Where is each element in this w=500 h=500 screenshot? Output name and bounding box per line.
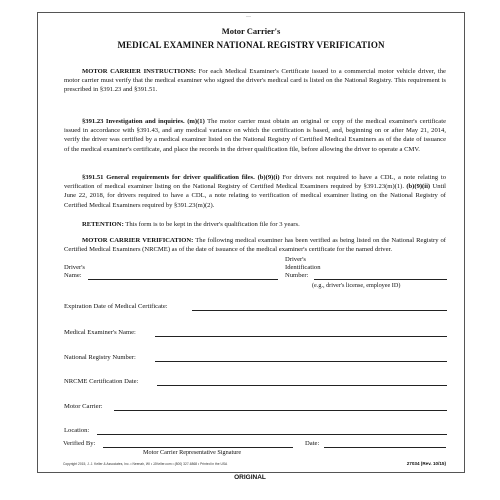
verification-heading: MOTOR CARRIER VERIFICATION: [82, 237, 194, 244]
copyright-text: Copyright 2015, J. J. Keller & Associates, Inc. • Neenah, WI • JJKeller.com • (800) 327-6868 • Printed in the USA [63, 462, 228, 466]
form-sheet [37, 12, 465, 473]
driver-id-label-1: Driver's [285, 256, 306, 263]
regulation-391-23-paragraph [64, 117, 446, 154]
regulation-391-51-body: For drivers not required to have a CDL, a note relating to verification of medical examiner listing on the National Registry of Certified Medical Examiners required by §391.23(m)(1). [64, 174, 447, 191]
verified-by-label: Verified By: [63, 440, 96, 447]
driver-id-label-3: Number: [285, 272, 309, 279]
verification-paragraph [64, 236, 446, 254]
form-title: MEDICAL EXAMINER NATIONAL REGISTRY VERIFICATION [117, 40, 385, 50]
regulation-391-23-heading: §391.23 Investigation and inquiries. (m)(1) [82, 118, 205, 125]
signature-field[interactable] [103, 447, 293, 448]
registry-number-label: National Registry Number: [64, 354, 136, 361]
instructions-paragraph [64, 67, 446, 95]
retention-paragraph [64, 220, 446, 229]
driver-name-label-1: Driver's [64, 264, 85, 271]
expiration-date-field[interactable] [192, 310, 447, 311]
driver-id-field[interactable] [314, 279, 447, 280]
instructions-body: For each Medical Examiner's Certificate issued to a commercial motor vehicle driver, the motor carrier must verify that the medical examiner who signed the driver's medical card is listed on the National Registry. This requirement is prescribed in §391.23 and §391.51. [64, 68, 446, 94]
original-copy-label: ORIGINAL [234, 474, 266, 481]
location-label: Location: [64, 427, 90, 434]
location-field[interactable] [97, 434, 447, 435]
retention-heading: RETENTION: [82, 221, 124, 228]
date-label: Date: [305, 440, 320, 447]
nrcme-date-label: NRCME Certification Date: [64, 378, 139, 385]
regulation-391-51-subsection: (b)(9)(ii) [406, 183, 431, 191]
driver-id-label-2: Identification [285, 264, 321, 271]
regulation-391-51-body-2: Until June 22, 2018, for drivers required to have a CDL, a note relating to verification of medical examiner listing on the National Registry of Certified Medical Examiners required by §391.23(m)(2). [64, 183, 447, 209]
registry-number-field[interactable] [155, 361, 447, 362]
driver-id-hint: (e.g., driver's license, employee ID) [312, 282, 401, 289]
driver-name-field[interactable] [88, 279, 278, 280]
header-tick: — [246, 15, 251, 20]
form-title-line1: Motor Carrier's [221, 26, 281, 36]
date-field[interactable] [324, 447, 446, 448]
nrcme-date-field[interactable] [157, 385, 447, 386]
motor-carrier-field[interactable] [114, 410, 447, 411]
examiner-name-label: Medical Examiner's Name: [64, 329, 136, 336]
regulation-391-51-paragraph [64, 173, 446, 210]
signature-hint: Motor Carrier Representative Signature [143, 449, 242, 456]
verification-body: The following medical examiner has been verified as being listed on the National Registry of Certified Medical Examiners (NRCME) as of the date of issuance of the medical examiner's certificate for the named driver. [64, 237, 446, 254]
regulation-391-51-heading: §391.51 General requirements for driver qualification files. (b)(9)(i) [82, 174, 280, 181]
form-number: 27034 (Rev. 10/15) [406, 461, 446, 466]
motor-carrier-label: Motor Carrier: [64, 403, 103, 410]
retention-body: This form is to be kept in the driver's qualification file for 3 years. [123, 221, 300, 228]
examiner-name-field[interactable] [155, 336, 447, 337]
regulation-391-23-body: The motor carrier must obtain an original or copy of the medical examiner's certificate issued in accordance with §391.43, and any medical variance on which the certification is based, and, beginning on or after May 21, 2014, verify the driver was certified by a medical examiner listed on the National Registry of Certified Medical Examiners as of the date of issuance of the medical examiner's certificate, and place the records in the driver qualification file, before allowing the driver to operate a CMV. [64, 118, 446, 153]
driver-name-label-2: Name: [64, 272, 82, 279]
instructions-heading: MOTOR CARRIER INSTRUCTIONS: [82, 68, 196, 75]
expiration-date-label: Expiration Date of Medical Certificate: [64, 303, 168, 310]
